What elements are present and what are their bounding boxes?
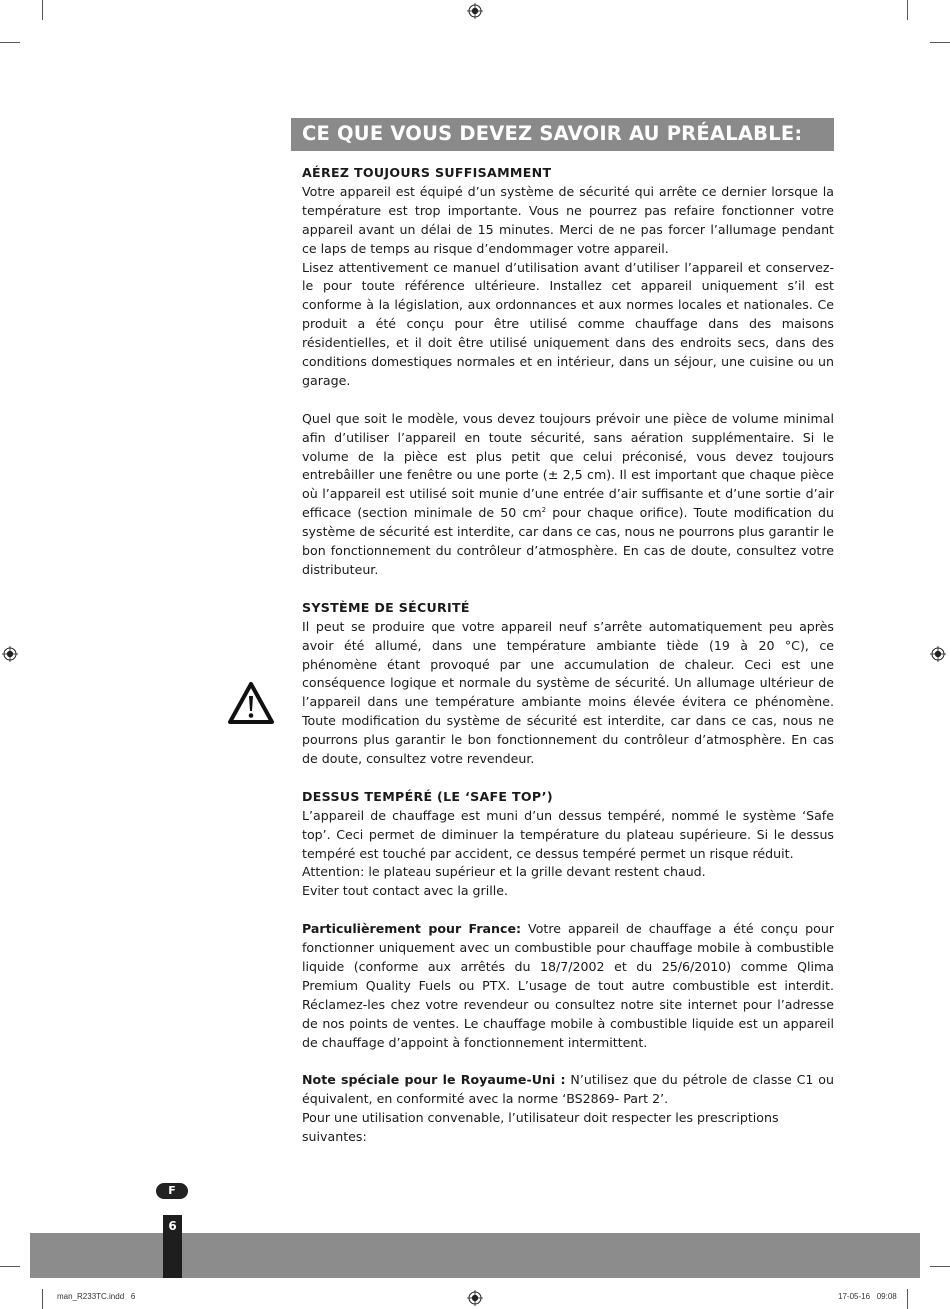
crop-mark xyxy=(907,0,908,20)
slug-date: 17-05-16 09:08 xyxy=(838,1292,897,1301)
warning-triangle-icon xyxy=(227,681,275,725)
crop-mark xyxy=(907,1289,908,1309)
page-title: CE QUE VOUS DEVEZ SAVOIR AU PRÉALABLE: xyxy=(302,122,803,145)
registration-mark-icon xyxy=(2,646,18,662)
registration-mark-icon xyxy=(467,1290,483,1306)
crop-mark xyxy=(0,1266,20,1267)
paragraph: Eviter tout contact avec la grille. xyxy=(302,883,508,899)
registration-mark-icon xyxy=(467,3,483,19)
page-number: 6 xyxy=(168,1219,177,1233)
section-heading: AÉREZ TOUJOURS SUFFISAMMENT xyxy=(302,165,552,180)
crop-mark xyxy=(42,0,43,20)
paragraph: Il peut se produire que votre appareil neuf s’arrête automatiquement peu après avoir été allumé, dans une température ambiante tiède (19 à 20 °C), ce phénomène étant provoqué par une accumulation de chaleur. Ceci est une conséquence logique et normale du système de sécurité. Un allumage ultérieur de l’appareil dans une température ambiante moins élevée évitera ce phénomène. Toute modification du système de sécurité est interdite, car dans ce cas, nous ne pourrons plus garantir le bon fonctionnement du contrôleur d’atmosphère. En cas de doute, consultez votre revendeur. xyxy=(302,618,834,767)
page-number-tab xyxy=(163,1215,182,1278)
text-run: N’utilisez que du pétrole de classe C1 ou équivalent, en conformité avec la norme ‘BS2869- Part 2’. xyxy=(302,1072,834,1107)
paragraph: L’appareil de chauffage est muni d’un dessus tempéré, nommé le système ‘Safe top’. Ceci permet de diminuer la température du plateau supérieure. Si le dessus tempéré est touché par accident, ce dessus tempéré permet un risque réduit. xyxy=(302,807,834,861)
language-badge: F xyxy=(156,1183,188,1199)
slug-filename: man_R233TC.indd 6 xyxy=(57,1292,136,1301)
paragraph: Pour une utilisation convenable, l’utilisateur doit respecter les prescriptions suivantes: xyxy=(302,1110,779,1145)
superscript: 2 xyxy=(541,506,547,515)
paragraph xyxy=(302,410,834,580)
text-run: Votre appareil de chauffage a été conçu pour fonctionner uniquement avec un combustible pour chauffage mobile à combustible liquide (conforme aux arrêtés du 18/7/2002 et du 25/6/2010) comme Qlima Premium Quality Fuels ou PTX. L’usage de tout autre combustible est interdit. Réclamez-les chez votre revendeur ou consultez notre site internet pour l’adresse de nos points de ventes. Le chauffage mobile à combustible liquide est un appareil de chauffage d’appoint à fonctionnement intermittent. xyxy=(302,921,834,1050)
section-heading: DESSUS TEMPÉRÉ (LE ‘SAFE TOP’) xyxy=(302,788,553,804)
paragraph xyxy=(302,1071,834,1109)
main-content xyxy=(302,164,834,1147)
paragraph xyxy=(302,920,834,1052)
text-run: pour chaque orifice). Toute modification du système de sécurité est interdite, car dans ce cas, nous ne pourrons plus garantir le bon fonctionnement du contrôleur d’atmosphère. En cas de doute, consultez votre distributeur. xyxy=(302,505,834,578)
text-run: Quel que soit le modèle, vous devez toujours prévoir une pièce de volume minimal afin d’utiliser l’appareil en toute sécurité, sans aération supplémentaire. Si le volume de la pièce est plus petit que celui préconisé, vous devez toujours entrebâiller une fenêtre ou une porte (± 2,5 cm). Il est important que chaque pièce où l’appareil est utilisé soit munie d’une entrée d’air suffisante et d’une sortie d’air efficace (section minimale de 50 cm xyxy=(302,410,834,521)
crop-mark xyxy=(0,42,20,43)
paragraph: Attention: le plateau supérieur et la grille devant restent chaud. xyxy=(302,864,706,880)
bold-lead: Note spéciale pour le Royaume-Uni : xyxy=(302,1072,566,1088)
crop-mark xyxy=(930,42,950,43)
paragraph: Lisez attentivement ce manuel d’utilisation avant d’utiliser l’appareil et conservez-le pour toute référence ultérieure. Installez cet appareil uniquement s’il est conforme à la législation, aux ordonnances et aux normes locales et nationales. Ce produit a été conçu pour être utilisé comme chauffage dans des maisons résidentielles, et il doit être utilisé uniquement dans des endroits secs, dans des conditions domestiques normales et en intérieur, dans un séjour, une cuisine ou un garage. xyxy=(302,259,834,388)
crop-mark xyxy=(930,1266,950,1267)
section-title-bar xyxy=(291,118,834,151)
paragraph: Votre appareil est équipé d’un système de sécurité qui arrête ce dernier lorsque la température est trop importante. Vous ne pourrez pas refaire fonctionner votre appareil avant un délai de 15 minutes. Merci de ne pas forcer l’allumage pendant ce laps de temps au risque d’endommager votre appareil. xyxy=(302,183,834,256)
bold-lead: Particulièrement pour France: xyxy=(302,921,522,937)
crop-mark xyxy=(42,1289,43,1309)
registration-mark-icon xyxy=(930,646,946,662)
section-heading: SYSTÈME DE SÉCURITÉ xyxy=(302,599,470,615)
